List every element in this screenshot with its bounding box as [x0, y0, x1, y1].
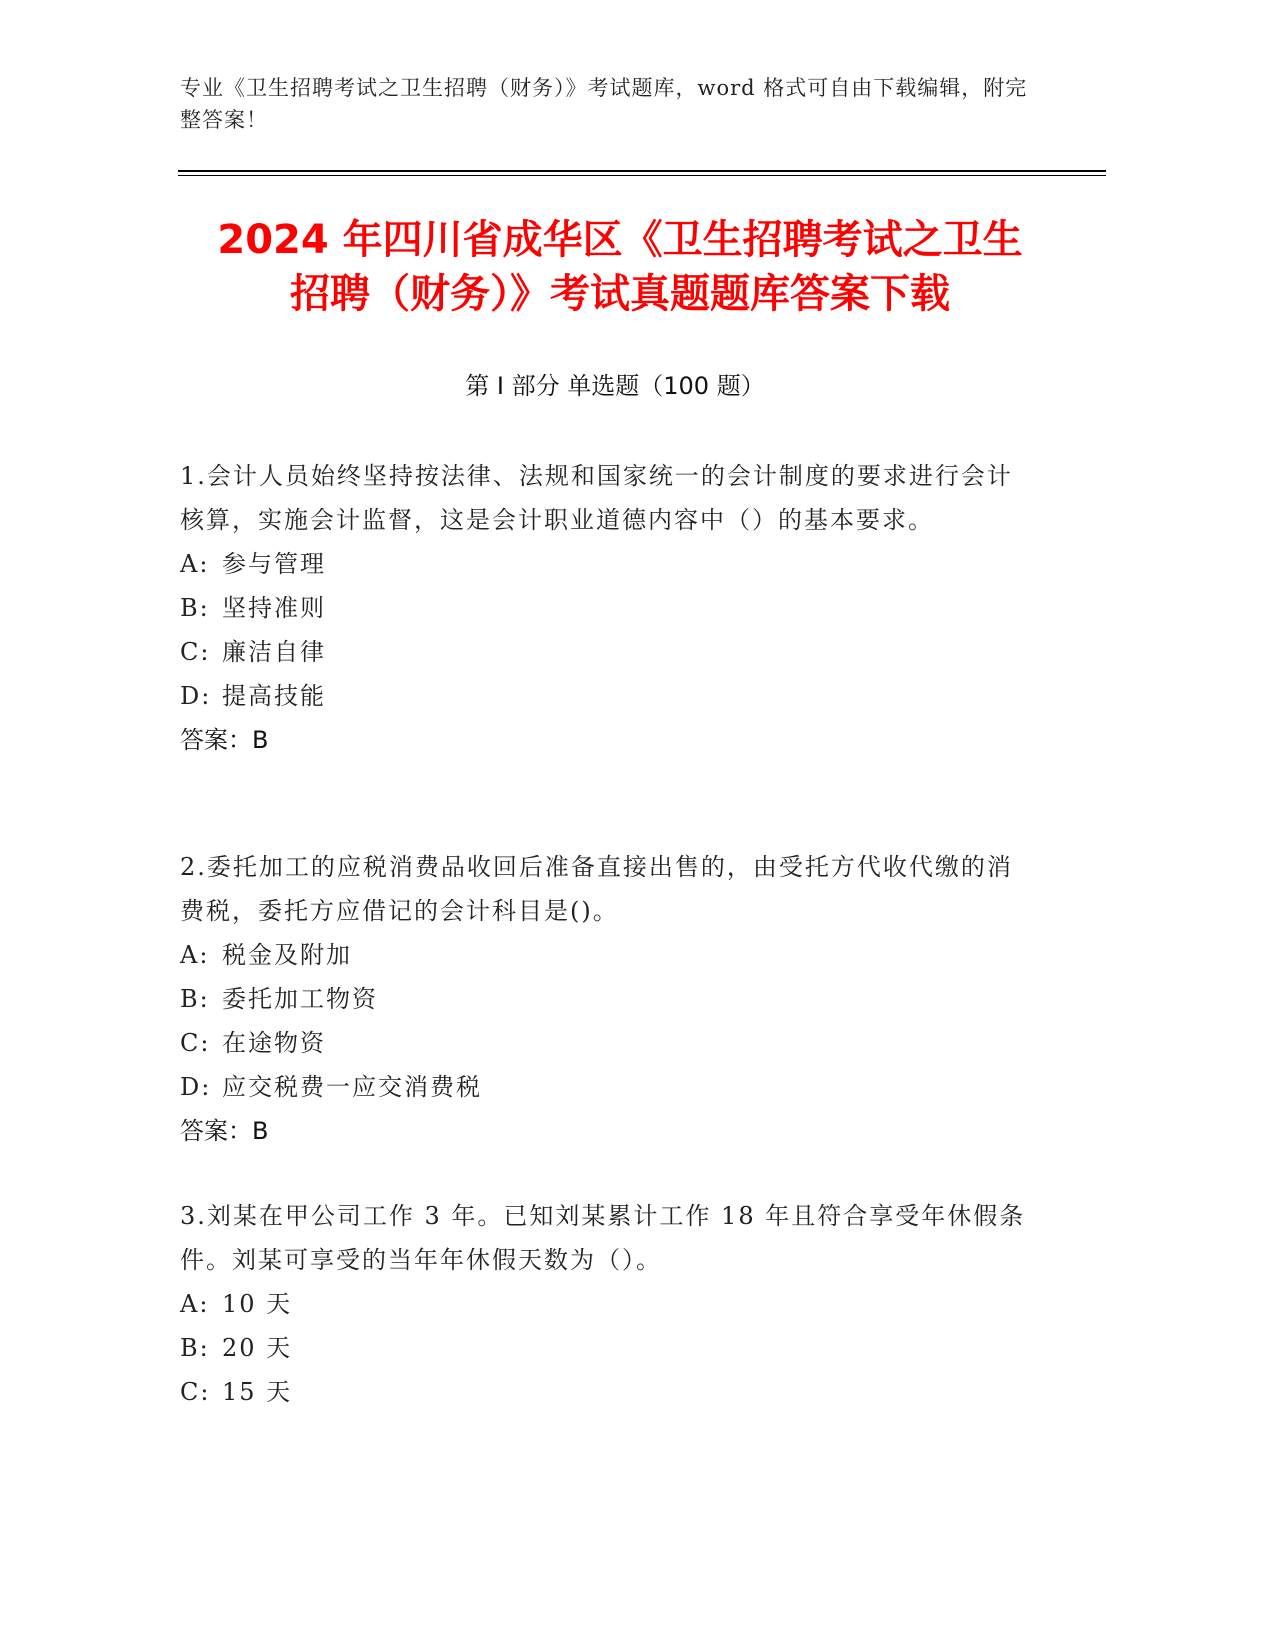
answer: 答案：B [180, 1117, 269, 1145]
option-text: 在途物资 [222, 1029, 326, 1057]
option-b [180, 1326, 1030, 1370]
option-c [180, 1370, 1030, 1414]
option-d [180, 674, 1030, 718]
option-text: 廉洁自律 [222, 638, 326, 666]
question-3 [180, 1194, 1030, 1414]
answer: 答案：B [180, 726, 269, 754]
option-text: 提高技能 [222, 682, 326, 710]
option-d [180, 1065, 1030, 1109]
question-1 [180, 454, 1030, 762]
header-note: 专业《卫生招聘考试之卫生招聘（财务）》考试题库，word 格式可自由下载编辑，附完整答案！ [180, 76, 1028, 132]
option-letter: C: [180, 1378, 211, 1406]
option-a [180, 1282, 1030, 1326]
option-text: 参与管理 [222, 550, 326, 578]
option-letter: C: [180, 1029, 211, 1057]
option-letter: A: [180, 941, 210, 969]
option-letter: B: [180, 985, 210, 1013]
question-stem: 1.会计人员始终坚持按法律、法规和国家统一的会计制度的要求进行会计核算，实施会计监督，这是会计职业道德内容中（）的基本要求。 [180, 462, 1013, 534]
option-text: 应交税费一应交消费税 [222, 1073, 482, 1101]
option-text: 10 天 [222, 1290, 293, 1318]
option-letter: D: [180, 682, 212, 710]
question-stem: 3.刘某在甲公司工作 3 年。已知刘某累计工作 18 年且符合享受年休假条件。刘某可享受的当年年休假天数为（）。 [180, 1202, 1026, 1274]
option-letter: A: [180, 550, 210, 578]
section-heading: 第 I 部分 单选题（100 题） [465, 372, 765, 400]
option-text: 税金及附加 [222, 941, 352, 969]
option-letter: B: [180, 1334, 210, 1362]
option-a [180, 542, 1030, 586]
option-b [180, 977, 1030, 1021]
option-text: 委托加工物资 [222, 985, 378, 1013]
header-divider-thin [178, 175, 1106, 176]
title-line-1: 2024 年四川省成华区《卫生招聘考试之卫生 [217, 217, 1023, 263]
option-text: 20 天 [222, 1334, 293, 1362]
option-c [180, 630, 1030, 674]
option-letter: D: [180, 1073, 212, 1101]
option-text: 坚持准则 [222, 594, 326, 622]
header-divider [178, 170, 1106, 172]
question-stem: 2.委托加工的应税消费品收回后准备直接出售的，由受托方代收代缴的消费税，委托方应借记的会计科目是()。 [180, 853, 1013, 925]
question-2 [180, 845, 1030, 1153]
option-letter: A: [180, 1290, 210, 1318]
option-a [180, 933, 1030, 977]
document-title [150, 213, 1090, 321]
title-line-2: 招聘（财务）》考试真题题库答案下载 [290, 271, 950, 317]
option-letter: B: [180, 594, 210, 622]
option-b [180, 586, 1030, 630]
option-letter: C: [180, 638, 211, 666]
option-c [180, 1021, 1030, 1065]
option-text: 15 天 [222, 1378, 293, 1406]
